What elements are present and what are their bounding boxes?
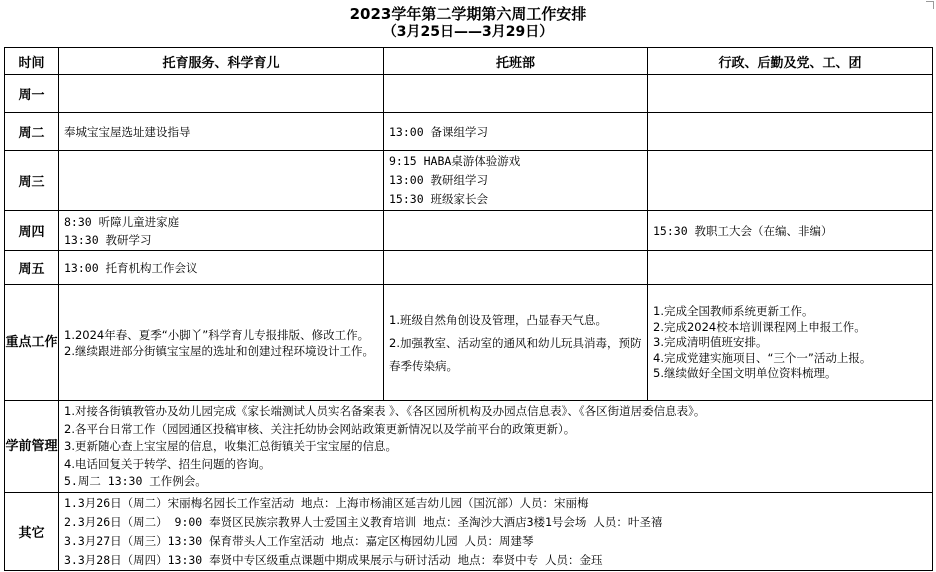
cell-preschool-management (59, 401, 933, 493)
day-label-wednesday: 周三 (5, 151, 59, 211)
row-thursday (5, 211, 933, 251)
tuesday-nursery-item: 13:00 备课组学习 (389, 124, 489, 139)
row-wednesday (5, 151, 933, 211)
preschool-item: 5.周二 13:30 工作例会。 (64, 474, 207, 489)
cell-friday-nursery (384, 251, 648, 285)
cell-monday-nursery (384, 75, 648, 113)
header-admin-logistics: 行政、后勤及党、工、团 (648, 48, 933, 75)
cell-thursday-admin (648, 211, 933, 251)
key-work-label: 重点工作 (5, 285, 59, 401)
other-item: 2.3月26日（周二） 9:00 奉贤区民族宗教界人士爱国主义教育培训 地点：圣淘沙大酒店3楼1号会场 人员：叶圣禧 (64, 515, 663, 529)
thursday-childcare-item: 8:30 听障儿童进家庭 (64, 214, 180, 229)
key-work-admin-item: 5.继续做好全国文明单位资料梳理。 (653, 366, 837, 381)
friday-childcare-item: 13:00 托育机构工作会议 (64, 260, 198, 275)
key-work-admin-item: 3.完成清明值班安排。 (653, 335, 768, 350)
cell-monday-childcare (59, 75, 384, 113)
cell-thursday-childcare (59, 211, 384, 251)
page-subtitle: （3月25日——3月29日） (382, 24, 554, 40)
header-time: 时间 (5, 48, 59, 75)
wednesday-nursery-item: 9:15 HABA桌游体验游戏 (389, 154, 521, 168)
key-work-nursery-item: 1.班级自然角创设及管理，凸显春天气息。 (389, 312, 607, 327)
page-title: 2023学年第二学期第六周工作安排 (349, 5, 587, 23)
cell-wednesday-admin (648, 151, 933, 211)
day-label-tuesday: 周二 (5, 113, 59, 151)
wednesday-nursery-item: 15:30 班级家长会 (389, 192, 489, 206)
row-preschool-management (5, 401, 933, 493)
other-item: 3.3月27日（周三）13:30 保育带头人工作室活动 地点：嘉定区梅园幼儿园 人员：周建琴 (64, 534, 534, 548)
wednesday-nursery-item: 13:00 教研组学习 (389, 173, 489, 187)
tuesday-childcare-item: 奉城宝宝屋选址建设指导 (64, 124, 191, 139)
preschool-item: 3.更新随心查上宝宝屋的信息，收集汇总街镇关于宝宝屋的信息。 (64, 439, 397, 454)
other-item: 3.3月28日（周四）13:30 奉贤中专区级重点课题中期成果展示与研讨活动 地点：奉贤中专 人员：金珏 (64, 553, 603, 567)
row-friday (5, 251, 933, 285)
thursday-childcare-item: 13:30 教研学习 (64, 232, 152, 247)
header-nursery-dept: 托班部 (384, 48, 648, 75)
row-other (5, 493, 933, 571)
cell-tuesday-admin (648, 113, 933, 151)
preschool-item: 2.各平台日常工作（园园通区投稿审核、关注托幼协会网站政策更新情况以及学前平台的政策更新）。 (64, 421, 576, 436)
row-key-work (5, 285, 933, 401)
day-label-friday: 周五 (5, 251, 59, 285)
cell-thursday-nursery (384, 211, 648, 251)
cell-key-work-nursery (384, 285, 648, 401)
cell-key-work-childcare (59, 285, 384, 401)
preschool-item: 1.对接各街镇教管办及幼儿园完成《家长端测试人员实名备案表 》、《各区园所机构及办园点信息表》、《各区街道居委信息表》。 (64, 404, 706, 419)
cell-tuesday-nursery (384, 113, 648, 151)
cell-friday-admin (648, 251, 933, 285)
other-item: 1.3月26日（周二）宋丽梅名园长工作室活动 地点：上海市杨浦区延吉幼儿园（国沉部）人员：宋丽梅 (64, 496, 589, 510)
key-work-admin-item: 2.完成2024校本培训课程网上申报工作。 (653, 319, 866, 334)
cell-wednesday-nursery (384, 151, 648, 211)
header-row (5, 48, 933, 75)
cell-key-work-admin (648, 285, 933, 401)
day-label-thursday: 周四 (5, 211, 59, 251)
cell-monday-admin (648, 75, 933, 113)
cell-tuesday-childcare (59, 113, 384, 151)
cell-other (59, 493, 933, 571)
header-childcare-service: 托育服务、科学育儿 (59, 48, 384, 75)
row-monday (5, 75, 933, 113)
key-work-admin-item: 1.完成全国教师系统更新工作。 (653, 304, 814, 319)
preschool-management-label: 学前管理 (5, 401, 59, 493)
schedule-table (4, 47, 933, 571)
day-label-monday: 周一 (5, 75, 59, 113)
thursday-admin-item: 15:30 教职工大会（在编、非编） (653, 223, 833, 238)
preschool-item: 4.电话回复关于转学、招生问题的咨询。 (64, 456, 271, 471)
key-work-childcare-item: 2.继续跟进部分街镇宝宝屋的选址和创建过程环境设计工作。 (64, 344, 374, 358)
key-work-admin-item: 4.完成党建实施项目、“三个一”活动上报。 (653, 350, 872, 365)
key-work-nursery-item: 2.加强教室、活动室的通风和幼儿玩具消毒，预防春季传染病。 (389, 335, 642, 373)
cell-wednesday-childcare (59, 151, 384, 211)
key-work-childcare-item: 1.2024年春、夏季“小脚丫”科学育儿专报排版、修改工作。 (64, 328, 370, 342)
row-tuesday (5, 113, 933, 151)
other-label: 其它 (5, 493, 59, 571)
cell-friday-childcare (59, 251, 384, 285)
